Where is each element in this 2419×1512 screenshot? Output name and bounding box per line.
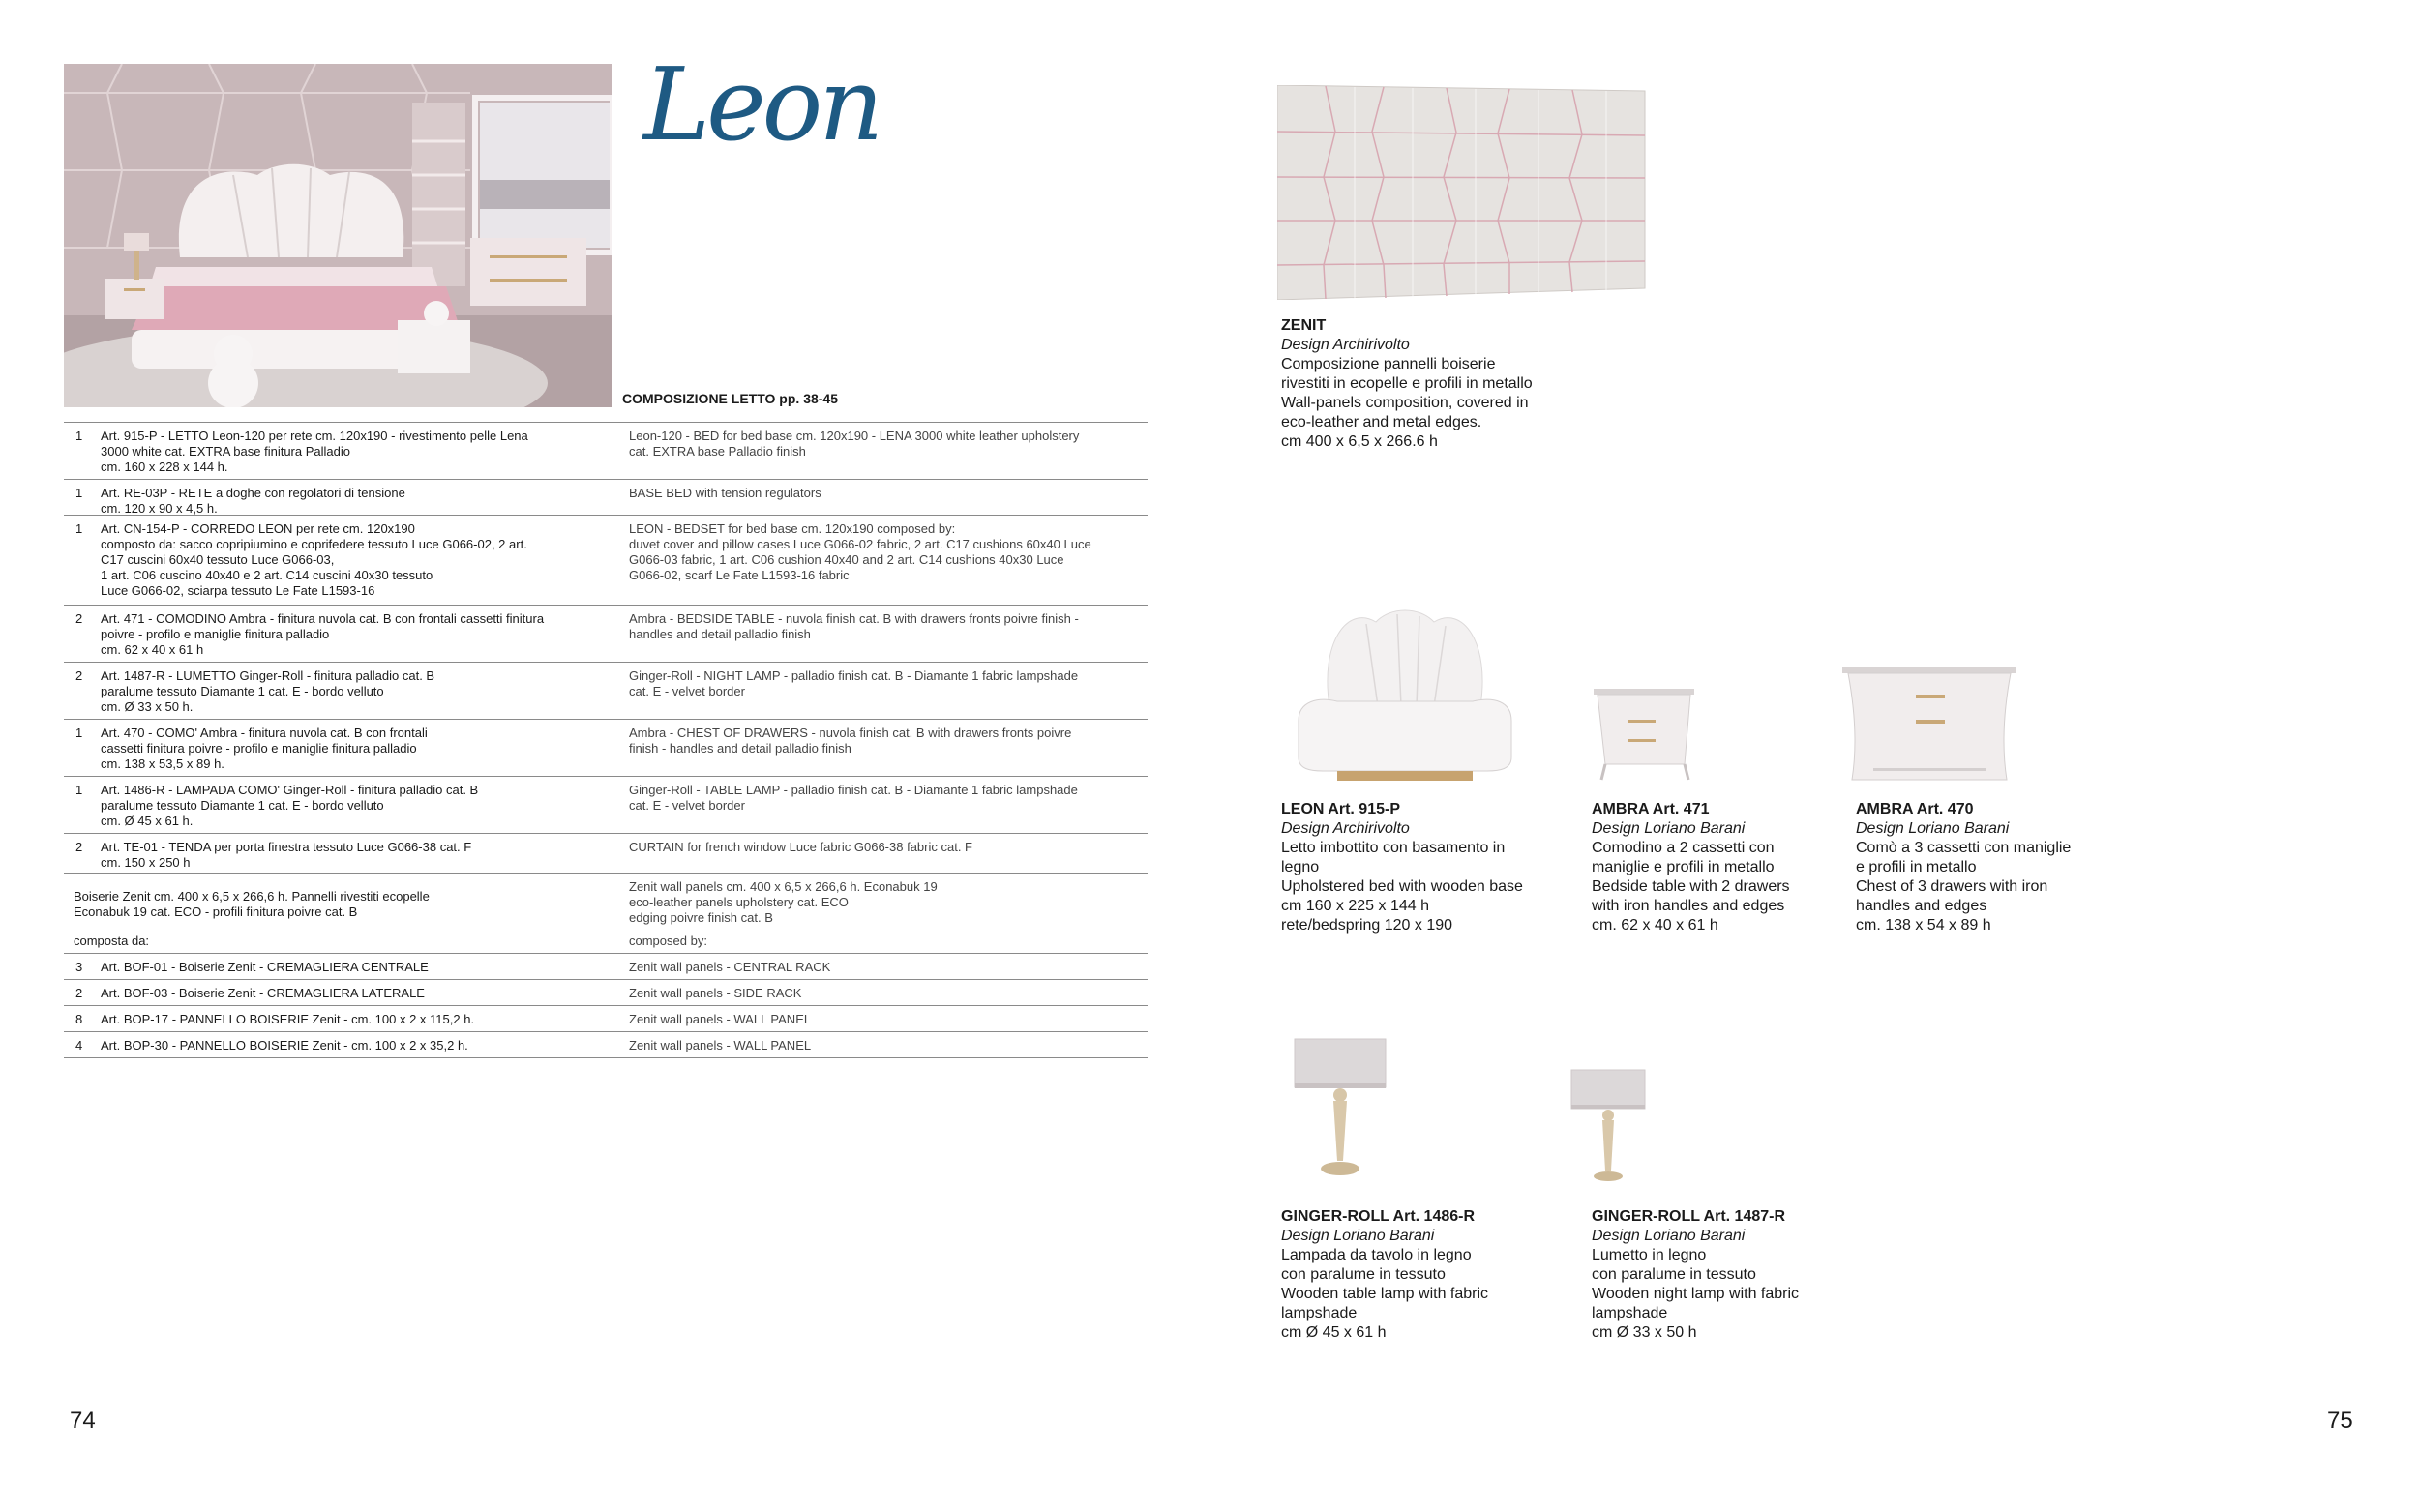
- product-line: Wooden night lamp with fabric: [1592, 1286, 1800, 1302]
- product-line: lampshade: [1592, 1305, 1668, 1321]
- product-line: maniglie e profili in metallo: [1592, 859, 1775, 875]
- row-english: Ambra - CHEST OF DRAWERS - nuvola finish cat. B with drawers fronts poivre finish - handles and detail palladio finish: [629, 726, 1072, 756]
- row-qty: 1: [75, 429, 83, 443]
- product-line: Wooden table lamp with fabric: [1281, 1286, 1489, 1302]
- product-name: GINGER-ROLL Art. 1486-R: [1281, 1208, 1476, 1225]
- table-row: [64, 1006, 1148, 1032]
- product-line: cm 160 x 225 x 144 h: [1281, 898, 1429, 914]
- row-italian: Art. 470 - COMO' Ambra - finitura nuvola cat. B con frontali cassetti finitura poivre - profilo e maniglie finitura palladio cm. 138 x 53,5 x 89 h.: [101, 726, 428, 771]
- product-line: handles and edges: [1856, 898, 1987, 914]
- row-english: Leon-120 - BED for bed base cm. 120x190 - LENA 3000 white leather upholstery cat. EXTRA base Palladio finish: [629, 429, 1080, 459]
- row-italian: Art. CN-154-P - CORREDO LEON per rete cm. 120x190 composto da: sacco copripiumino e coprifedere tessuto Luce G066-02, 2 art. C17 cuscini 60x40 tessuto Luce G066-03, 1 art. C06 cuscino 40x40 e 2 art. C14 cuscini 40x30 tessuto Luce G066-02, sciarpa tessuto Le Fate L1593-16: [101, 521, 527, 598]
- product-line: con paralume in tessuto: [1281, 1266, 1446, 1283]
- row-italian: Art. 471 - COMODINO Ambra - finitura nuvola cat. B con frontali cassetti finitura poivre - profilo e maniglie finitura palladio cm. 62 x 40 x 61 h: [101, 611, 545, 657]
- ambra-471-info: [1592, 800, 1790, 935]
- row-qty: 2: [75, 840, 83, 854]
- product-line: con paralume in tessuto: [1592, 1266, 1756, 1283]
- bedroom-photo: [64, 64, 612, 407]
- product-line: eco-leather and metal edges.: [1281, 414, 1482, 430]
- row-english: Zenit wall panels cm. 400 x 6,5 x 266,6 h. Econabuk 19 eco-leather panels upholstery cat. ECO edging poivre finish cat. B: [629, 879, 938, 925]
- row-italian: Art. RE-03P - RETE a doghe con regolatori di tensione cm. 120 x 90 x 4,5 h.: [101, 486, 405, 516]
- product-name: GINGER-ROLL Art. 1487-R: [1592, 1208, 1786, 1225]
- row-english: Zenit wall panels - WALL PANEL: [629, 1038, 812, 1052]
- table-row: [64, 954, 1148, 980]
- page-number-left: 74: [70, 1408, 96, 1434]
- product-line: cm. 138 x 54 x 89 h: [1856, 917, 1991, 934]
- product-line: Chest of 3 drawers with iron: [1856, 878, 2048, 895]
- table-row: [64, 720, 1148, 777]
- table-row: [64, 980, 1148, 1006]
- row-qty: 1: [75, 726, 83, 740]
- ginger-1487-info: [1592, 1207, 1799, 1343]
- row-italian: Art. BOP-30 - PANNELLO BOISERIE Zenit - cm. 100 x 2 x 35,2 h.: [101, 1038, 468, 1052]
- row-english: Ginger-Roll - NIGHT LAMP - palladio finish cat. B - Diamante 1 fabric lampshade cat. E - velvet border: [629, 668, 1079, 698]
- product-line: legno: [1281, 859, 1320, 875]
- product-line: cm Ø 33 x 50 h: [1592, 1324, 1697, 1341]
- row-english: Zenit wall panels - CENTRAL RACK: [629, 960, 831, 974]
- product-line: rete/bedspring 120 x 190: [1281, 917, 1453, 934]
- zenit-info: [1281, 316, 1533, 452]
- row-english: Zenit wall panels - WALL PANEL: [629, 1012, 812, 1026]
- product-name: LEON Art. 915-P: [1281, 801, 1400, 817]
- table-row: [64, 834, 1148, 874]
- product-line: with iron handles and edges: [1592, 898, 1785, 914]
- table-row: [64, 480, 1148, 516]
- product-line: Letto imbottito con basamento in: [1281, 840, 1506, 856]
- composition-table: [64, 422, 1148, 1058]
- product-line: cm 400 x 6,5 x 266.6 h: [1281, 433, 1438, 450]
- row-italian: Art. TE-01 - TENDA per porta finestra tessuto Luce G066-38 cat. F cm. 150 x 250 h: [101, 840, 472, 870]
- product-line: Comò a 3 cassetti con maniglie: [1856, 840, 2072, 856]
- product-designer: Design Archirivolto: [1281, 820, 1410, 837]
- row-italian: composta da:: [74, 934, 150, 948]
- brand-title: Leon: [643, 45, 881, 163]
- row-italian: Art. 915-P - LETTO Leon-120 per rete cm. 120x190 - rivestimento pelle Lena 3000 white cat. EXTRA base finitura Palladio cm. 160 x 228 x 144 h.: [101, 429, 528, 474]
- row-italian: Art. BOP-17 - PANNELLO BOISERIE Zenit - cm. 100 x 2 x 115,2 h.: [101, 1012, 475, 1026]
- row-qty: 2: [75, 611, 83, 626]
- row-qty: 4: [75, 1038, 83, 1052]
- product-line: Lumetto in legno: [1592, 1247, 1707, 1263]
- ambra-471-image: [1592, 687, 1698, 784]
- product-designer: Design Loriano Barani: [1281, 1228, 1435, 1244]
- table-row: [64, 874, 1148, 932]
- product-line: Wall-panels composition, covered in: [1281, 395, 1529, 411]
- row-english: Ambra - BEDSIDE TABLE - nuvola finish cat. B with drawers fronts poivre finish - handles and detail palladio finish: [629, 611, 1079, 641]
- table-row: [64, 777, 1148, 834]
- row-qty: 1: [75, 783, 83, 797]
- row-italian: Art. BOF-01 - Boiserie Zenit - CREMAGLIERA CENTRALE: [101, 960, 429, 974]
- product-name: ZENIT: [1281, 317, 1327, 334]
- table-row: [64, 663, 1148, 720]
- ginger-1486-image: [1292, 1035, 1389, 1190]
- leon-bed-image: [1279, 605, 1531, 788]
- ginger-1486-info: [1281, 1207, 1488, 1343]
- product-line: Comodino a 2 cassetti con: [1592, 840, 1775, 856]
- row-english: BASE BED with tension regulators: [629, 486, 821, 500]
- row-qty: 2: [75, 668, 83, 683]
- row-english: Ginger-Roll - TABLE LAMP - palladio finish cat. B - Diamante 1 fabric lampshade cat. E - velvet border: [629, 783, 1078, 813]
- row-qty: 1: [75, 521, 83, 536]
- row-english: CURTAIN for french window Luce fabric G066-38 fabric cat. F: [629, 840, 972, 854]
- row-qty: 8: [75, 1012, 83, 1026]
- product-designer: Design Loriano Barani: [1592, 1228, 1746, 1244]
- ginger-1487-image: [1569, 1066, 1647, 1192]
- row-italian: Art. 1486-R - LAMPADA COMO' Ginger-Roll - finitura palladio cat. B paralume tessuto Diamante 1 cat. E - bordo velluto cm. Ø 45 x 61 h.: [101, 783, 479, 828]
- row-qty: 3: [75, 960, 83, 974]
- product-line: Upholstered bed with wooden base: [1281, 878, 1523, 895]
- row-italian: Art. 1487-R - LUMETTO Ginger-Roll - finitura palladio cat. B paralume tessuto Diamante 1 cat. E - bordo velluto cm. Ø 33 x 50 h.: [101, 668, 435, 714]
- section-title: COMPOSIZIONE LETTO pp. 38-45: [622, 391, 838, 406]
- product-line: lampshade: [1281, 1305, 1358, 1321]
- row-english: Zenit wall panels - SIDE RACK: [629, 986, 802, 1000]
- product-line: cm Ø 45 x 61 h: [1281, 1324, 1387, 1341]
- row-english: LEON - BEDSET for bed base cm. 120x190 composed by: duvet cover and pillow cases Luce G066-02 fabric, 2 art. C17 cushions 60x40 Luce G066-03 fabric, 1 art. C06 cushion 40x40 and 2 art. C14 cushions 40x30 Luce G066-02, scarf Le Fate L1593-16 fabric: [629, 521, 1091, 582]
- table-row: [64, 932, 1148, 954]
- product-line: Composizione pannelli boiserie: [1281, 356, 1496, 372]
- product-line: rivestiti in ecopelle e profili in metallo: [1281, 375, 1533, 392]
- product-designer: Design Loriano Barani: [1856, 820, 2010, 837]
- row-qty: 2: [75, 986, 83, 1000]
- product-designer: Design Loriano Barani: [1592, 820, 1746, 837]
- ambra-470-info: [1856, 800, 2071, 935]
- product-line: e profili in metallo: [1856, 859, 1977, 875]
- product-line: Lampada da tavolo in legno: [1281, 1247, 1472, 1263]
- table-row: [64, 516, 1148, 606]
- product-designer: Design Archirivolto: [1281, 337, 1410, 353]
- product-name: AMBRA Art. 470: [1856, 801, 1974, 817]
- product-name: AMBRA Art. 471: [1592, 801, 1710, 817]
- row-english: composed by:: [629, 934, 707, 948]
- table-row: [64, 606, 1148, 663]
- zenit-panel-image: [1277, 85, 1647, 300]
- row-italian: Boiserie Zenit cm. 400 x 6,5 x 266,6 h. Pannelli rivestiti ecopelle Econabuk 19 cat. ECO - profili finitura poivre cat. B: [74, 889, 430, 919]
- leon-info: [1281, 800, 1523, 935]
- row-qty: 1: [75, 486, 83, 500]
- table-row: [64, 423, 1148, 480]
- table-row: [64, 1032, 1148, 1058]
- page-number-right: 75: [2327, 1408, 2353, 1434]
- row-italian: Art. BOF-03 - Boiserie Zenit - CREMAGLIERA LATERALE: [101, 986, 425, 1000]
- product-line: Bedside table with 2 drawers: [1592, 878, 1790, 895]
- product-line: cm. 62 x 40 x 61 h: [1592, 917, 1718, 934]
- ambra-470-image: [1840, 666, 2018, 784]
